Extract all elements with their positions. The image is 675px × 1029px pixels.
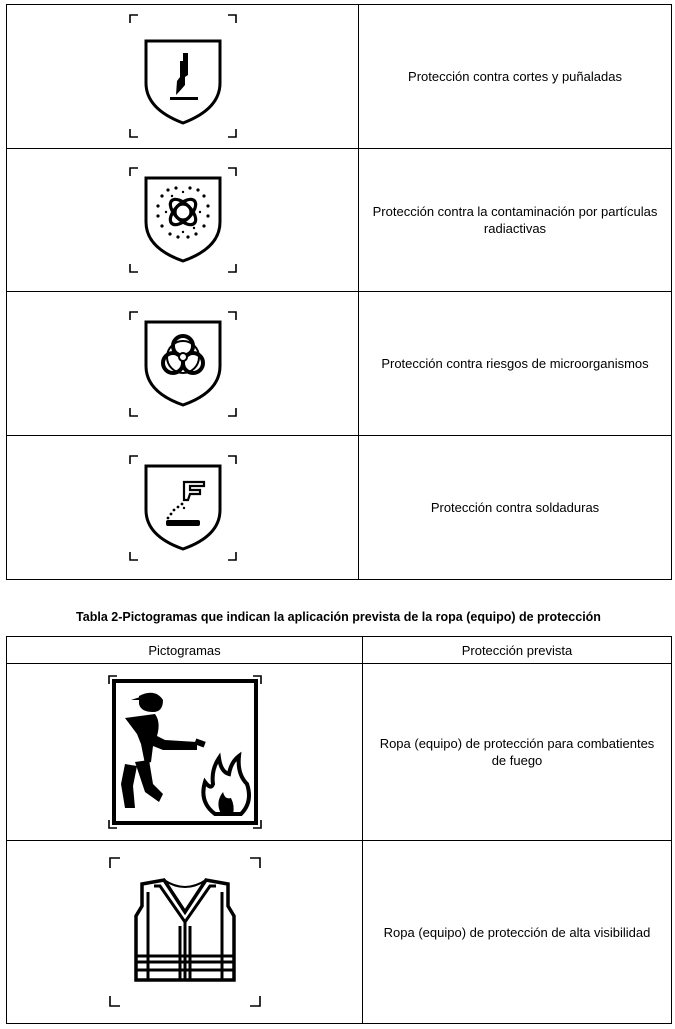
description-cell: Protección contra soldaduras bbox=[359, 436, 672, 580]
table-2-caption: Tabla 2-Pictogramas que indican la aplicación prevista de la ropa (equipo) de protección bbox=[76, 610, 601, 624]
pictogram-cell bbox=[7, 149, 359, 292]
table-row bbox=[7, 436, 672, 580]
pictogram-cell bbox=[7, 292, 359, 436]
cut-stab-protection-icon bbox=[128, 13, 238, 141]
pictogram-cell bbox=[7, 5, 359, 149]
pictogram-cell bbox=[7, 841, 363, 1024]
table-row bbox=[7, 292, 672, 436]
pictogram-cell bbox=[7, 436, 359, 580]
description-cell: Ropa (equipo) de protección de alta visibilidad bbox=[363, 841, 672, 1024]
welding-protection-icon bbox=[128, 454, 238, 562]
high-visibility-vest-icon bbox=[108, 856, 262, 1008]
description-cell: Protección contra cortes y puñaladas bbox=[359, 5, 672, 149]
pictogram-cell bbox=[7, 664, 363, 841]
column-header-intended-protection: Protección prevista bbox=[363, 637, 672, 664]
biohazard-protection-icon bbox=[128, 310, 238, 418]
pictogram-table-2 bbox=[6, 636, 672, 1024]
table-row bbox=[7, 149, 672, 292]
table-header-row bbox=[7, 637, 672, 664]
firefighter-icon bbox=[107, 674, 263, 830]
table-row bbox=[7, 664, 672, 841]
column-header-pictograms: Pictogramas bbox=[7, 637, 363, 664]
description-cell: Ropa (equipo) de protección para combatientes de fuego bbox=[363, 664, 672, 841]
radioactive-particles-protection-icon bbox=[128, 166, 238, 274]
description-cell: Protección contra la contaminación por partículas radiactivas bbox=[359, 149, 672, 292]
pictogram-table-1 bbox=[6, 4, 672, 580]
table-row bbox=[7, 5, 672, 149]
table-row bbox=[7, 841, 672, 1024]
description-cell: Protección contra riesgos de microorganismos bbox=[359, 292, 672, 436]
